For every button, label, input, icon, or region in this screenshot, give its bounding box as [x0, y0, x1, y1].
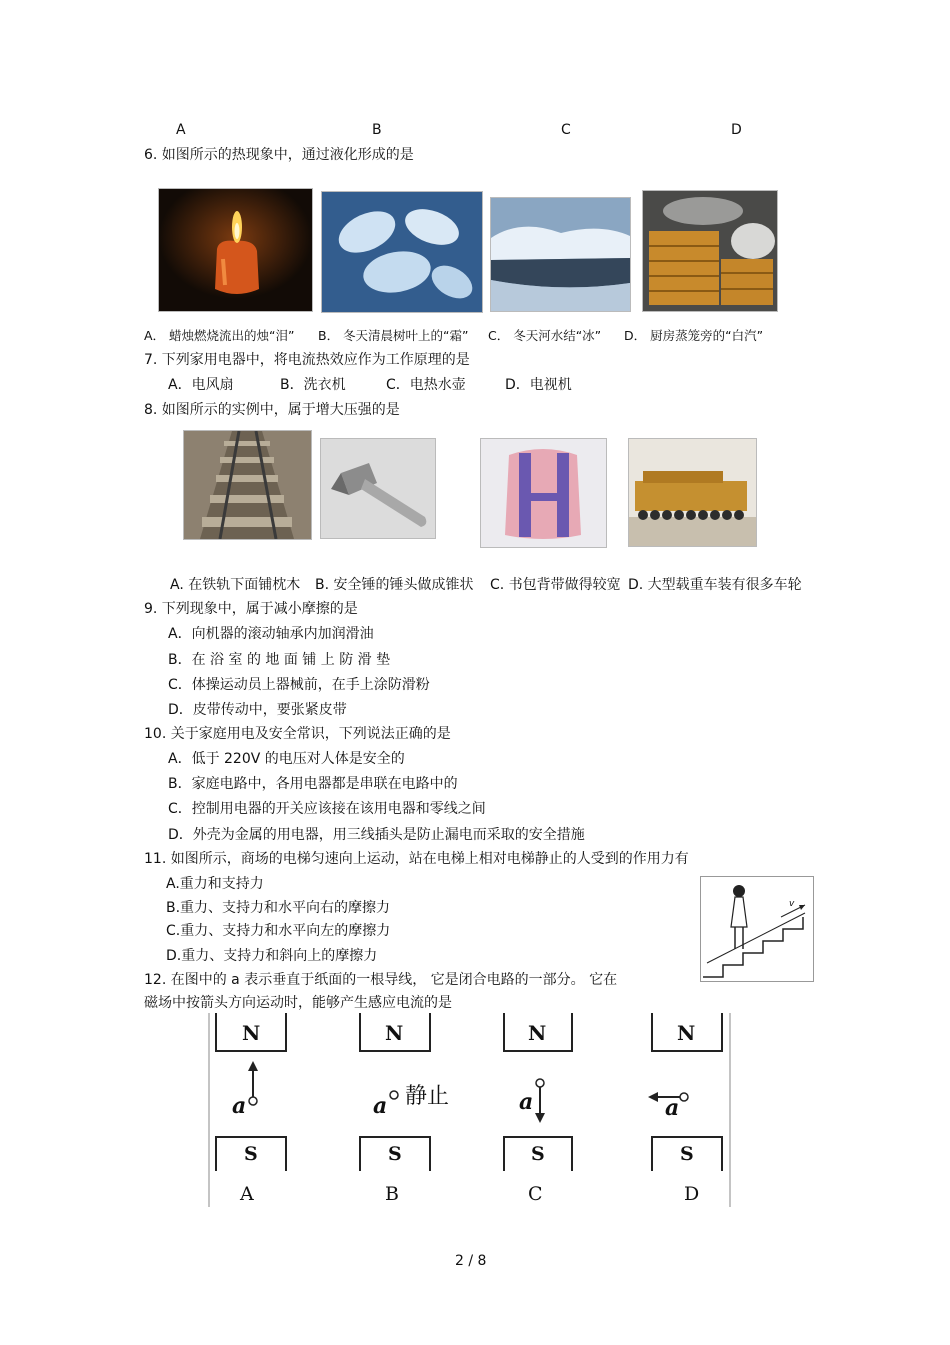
- q6-caption-a: A． 蜡烛燃烧流出的烛“泪”: [144, 328, 295, 343]
- q12-north-label-d: N: [677, 1021, 696, 1045]
- q12-south-label-c: S: [531, 1143, 545, 1165]
- q6-candle-image: [158, 188, 313, 312]
- q8-caption-a: A. 在铁轨下面铺枕木: [170, 577, 301, 593]
- q9-option-b: B．在 浴 室 的 地 面 铺 上 防 滑 垫: [168, 652, 391, 668]
- q9-option-a: A．向机器的滚动轴承内加润滑油: [168, 626, 374, 642]
- q11-stem: 11. 如图所示，商场的电梯匀速向上运动，站在电梯上相对电梯静止的人受到的作用力有: [144, 851, 689, 867]
- q12-static-label: 静止: [405, 1084, 450, 1109]
- q7-option-a: A．电风扇: [168, 377, 234, 393]
- top-label-c: C: [561, 122, 571, 138]
- q12-wire-label-d: a: [665, 1095, 680, 1121]
- q6-steamer-image: [642, 190, 778, 312]
- q10-stem: 10. 关于家庭用电及安全常识，下列说法正确的是: [144, 726, 451, 742]
- q12-panel-label-b: B: [385, 1183, 399, 1205]
- q12-stem-line2: 磁场中按箭头方向运动时，能够产生感应电流的是: [144, 995, 452, 1011]
- q9-stem: 9. 下列现象中，属于减小摩擦的是: [144, 601, 358, 617]
- q12-south-label-b: S: [388, 1143, 402, 1165]
- q7-option-d: D．电视机: [505, 377, 572, 393]
- q12-south-label-d: S: [680, 1143, 694, 1165]
- q6-caption-c: C． 冬天河水结“冰”: [488, 328, 602, 343]
- q11-option-a: A.重力和支持力: [166, 876, 264, 892]
- q11-escalator-figure: [700, 876, 814, 982]
- q12-north-label-a: N: [242, 1021, 261, 1045]
- q10-option-b: B．家庭电路中，各用电器都是串联在电路中的: [168, 776, 458, 792]
- q10-option-d: D．外壳为金属的用电器，用三线插头是防止漏电而采取的安全措施: [168, 827, 585, 843]
- q11-option-b: B.重力、支持力和水平向右的摩擦力: [166, 900, 391, 916]
- q8-backpack-image: [480, 438, 607, 548]
- q12-panel-label-c: C: [528, 1183, 543, 1205]
- q8-railway-image: [183, 430, 312, 540]
- q11-option-c: C.重力、支持力和水平向左的摩擦力: [166, 923, 391, 939]
- q8-caption-b: B. 安全锤的锤头做成锥状: [315, 577, 474, 593]
- q6-frost-leaves-image: [321, 191, 483, 313]
- q7-option-c: C．电热水壶: [386, 377, 466, 393]
- q12-stem-line1: 12. 在图中的 a 表示垂直于纸面的一根导线， 它是闭合电路的一部分。 它在: [144, 972, 618, 988]
- q12-panel-label-a: A: [240, 1183, 254, 1205]
- top-label-b: B: [372, 122, 382, 138]
- q8-caption-d: D. 大型载重车装有很多车轮: [628, 577, 802, 593]
- q12-panel-label-d: D: [684, 1183, 700, 1205]
- q12-north-label-b: N: [385, 1021, 404, 1045]
- q11-velocity-label: v: [789, 899, 795, 909]
- page-number: 2 / 8: [455, 1253, 487, 1269]
- q9-option-c: C．体操运动员上器械前，在手上涂防滑粉: [168, 677, 430, 693]
- q6-caption-b: B． 冬天清晨树叶上的“霜”: [318, 328, 469, 343]
- q6-ice-river-image: [490, 197, 631, 312]
- q12-magnet-figure: [208, 1013, 731, 1207]
- q8-safety-hammer-image: [320, 438, 436, 539]
- q11-option-d: D.重力、支持力和斜向上的摩擦力: [166, 948, 378, 964]
- q12-south-label-a: S: [244, 1143, 258, 1165]
- q10-option-a: A．低于 220V 的电压对人体是安全的: [168, 751, 405, 767]
- q10-option-c: C．控制用电器的开关应该接在该用电器和零线之间: [168, 801, 486, 817]
- q8-stem: 8. 如图所示的实例中，属于增大压强的是: [144, 402, 400, 418]
- q9-option-d: D．皮带传动中，要张紧皮带: [168, 702, 347, 718]
- q12-north-label-c: N: [528, 1021, 547, 1045]
- q12-wire-label-a: a: [232, 1093, 247, 1119]
- q6-stem: 6. 如图所示的热现象中，通过液化形成的是: [144, 147, 414, 163]
- q7-option-b: B．洗衣机: [280, 377, 346, 393]
- q12-wire-label-b: a: [373, 1093, 388, 1119]
- q6-caption-d: D． 厨房蒸笼旁的“白汽”: [624, 328, 764, 343]
- q8-heavy-truck-image: [628, 438, 757, 547]
- q8-caption-c: C. 书包背带做得较宽: [490, 577, 621, 593]
- top-label-a: A: [176, 122, 186, 138]
- top-label-d: D: [731, 122, 742, 138]
- q12-wire-label-c: a: [519, 1089, 534, 1115]
- q7-stem: 7. 下列家用电器中，将电流热效应作为工作原理的是: [144, 352, 470, 368]
